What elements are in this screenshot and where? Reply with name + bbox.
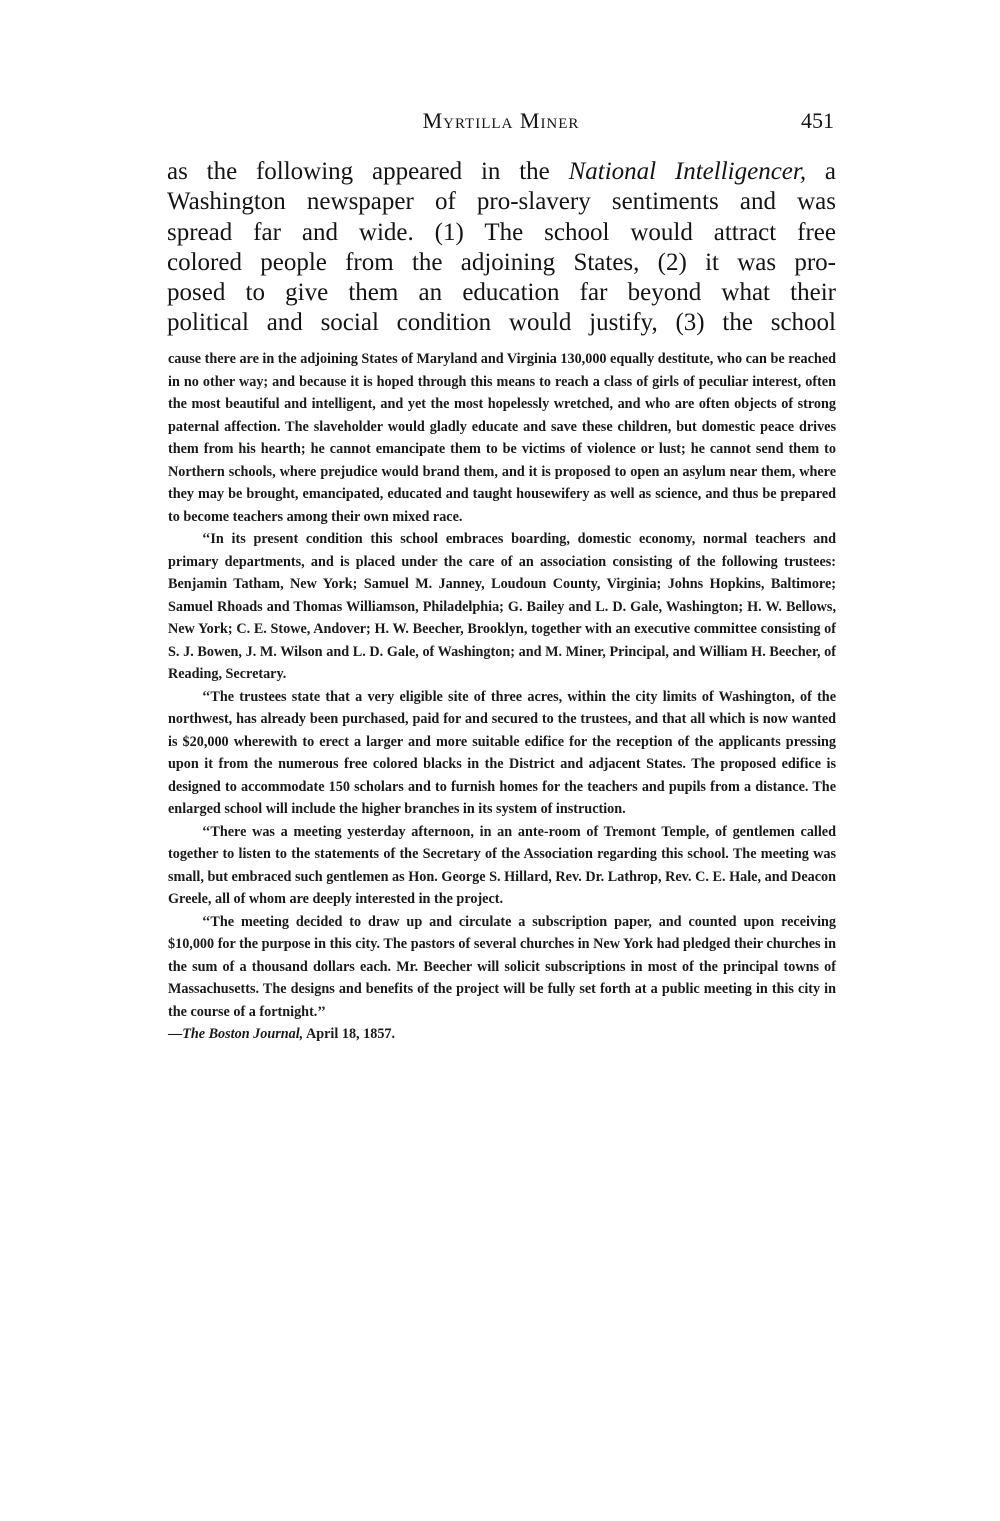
citation-date: April 18, 1857.	[303, 1026, 396, 1042]
quote-paragraph: ‘‘In its present condition this school embraces boarding, domestic economy, normal teachers and primary departments, and is placed under the care of an association consisting of the following trustees: Benjamin Tatham, New York; Samuel M. Janney, Loudoun County, Virginia; Johns Hopkins, Baltimore; Samuel Rhoads and Thomas Williamson, Philadelphia; G. Bailey and L. D. Gale, Washington; H. W. Bellows, New York; C. E. Stowe, Andover; H. W. Beecher, Brooklyn, together with an executive committee consisting of S. J. Bowen, J. M. Wilson and L. D. Gale, of Washington; and M. Miner, Principal, and William H. Beecher, of Reading, Secretary.	[168, 531, 836, 682]
body-line-text: a	[806, 158, 836, 185]
quote-paragraph: cause there are in the adjoining States of Maryland and Virginia 130,000 equally destitute, who can be reached in no other way; and because it is hoped through this means to reach a class of girls of peculiar interest, often the most beautiful and intelligent, and yet the most hopelessly wretched, and who are often objects of strong paternal affection. The slaveholder would gladly educate and save these children, but domestic peace drives them from his hearth; he cannot emancipate them to be victims of violence or lust; he cannot send them to Northern schools, where prejudice would brand them, and it is proposed to open an asylum near them, where they may be brought, emancipated, educated and taught housewifery as well as science, and thus be prepared to become teachers among their own mixed race.	[168, 351, 837, 525]
body-line: spread far and wide. (1) The school would attract free	[167, 218, 836, 246]
quote-paragraph: ‘‘The trustees state that a very eligible site of three acres, within the city limits of Washington, of the northwest, has already been purchased, paid for and secured to the trustees, and that all which is now wanted is $20,000 wherewith to erect a larger and more suitable edifice for the reception of the applicants pressing upon it from the numerous free colored blacks in the District and adjacent States. The proposed edifice is designed to accommodate 150 scholars and to furnish homes for the teachers and pupils from a distance. The enlarged school will include the higher branches in its system of instruction.	[168, 688, 836, 817]
body-line	[167, 157, 836, 187]
body-line: Washington newspaper of pro-slavery sentiments and was	[167, 188, 836, 216]
body-line: political and social condition would justify, (3) the school	[167, 309, 836, 337]
body-line-text: as the following appeared in the	[167, 158, 569, 185]
running-head	[168, 108, 834, 142]
footnote-quotation	[168, 348, 836, 1046]
quote-paragraph: ‘‘There was a meeting yesterday afternoon, in an ante-room of Tremont Temple, of gentlemen called together to listen to the statements of the Secretary of the Association regarding this school. The meeting was small, but embraced such gentlemen as Hon. George S. Hillard, Rev. Dr. Lathrop, Rev. C. E. Hale, and Deacon Greele, all of whom are deeply interested in the project.	[168, 823, 836, 907]
running-title: Myrtilla Miner	[422, 108, 580, 133]
newspaper-title: National Intelligencer,	[568, 158, 807, 185]
quote-paragraph: ‘‘The meeting decided to draw up and circulate a subscription paper, and counted upon receiving $10,000 for the purpose in this city. The pastors of several churches in New York had pledged their churches in the sum of a thousand dollars each. Mr. Beecher will solicit subscriptions in most of the principal towns of Massachusetts. The designs and benefits of the project will be fully set forth at a public meeting in this city in the course of a fortnight.’’	[168, 913, 836, 1020]
body-line: posed to give them an education far beyond what their	[167, 279, 836, 307]
citation-source: The Boston Journal,	[182, 1026, 304, 1042]
body-paragraph	[167, 157, 836, 339]
body-line: colored people from the adjoining States, (2) it was pro-	[167, 248, 836, 276]
citation	[168, 1023, 836, 1046]
citation-dash: —	[168, 1026, 183, 1042]
page-number: 451	[801, 108, 834, 133]
